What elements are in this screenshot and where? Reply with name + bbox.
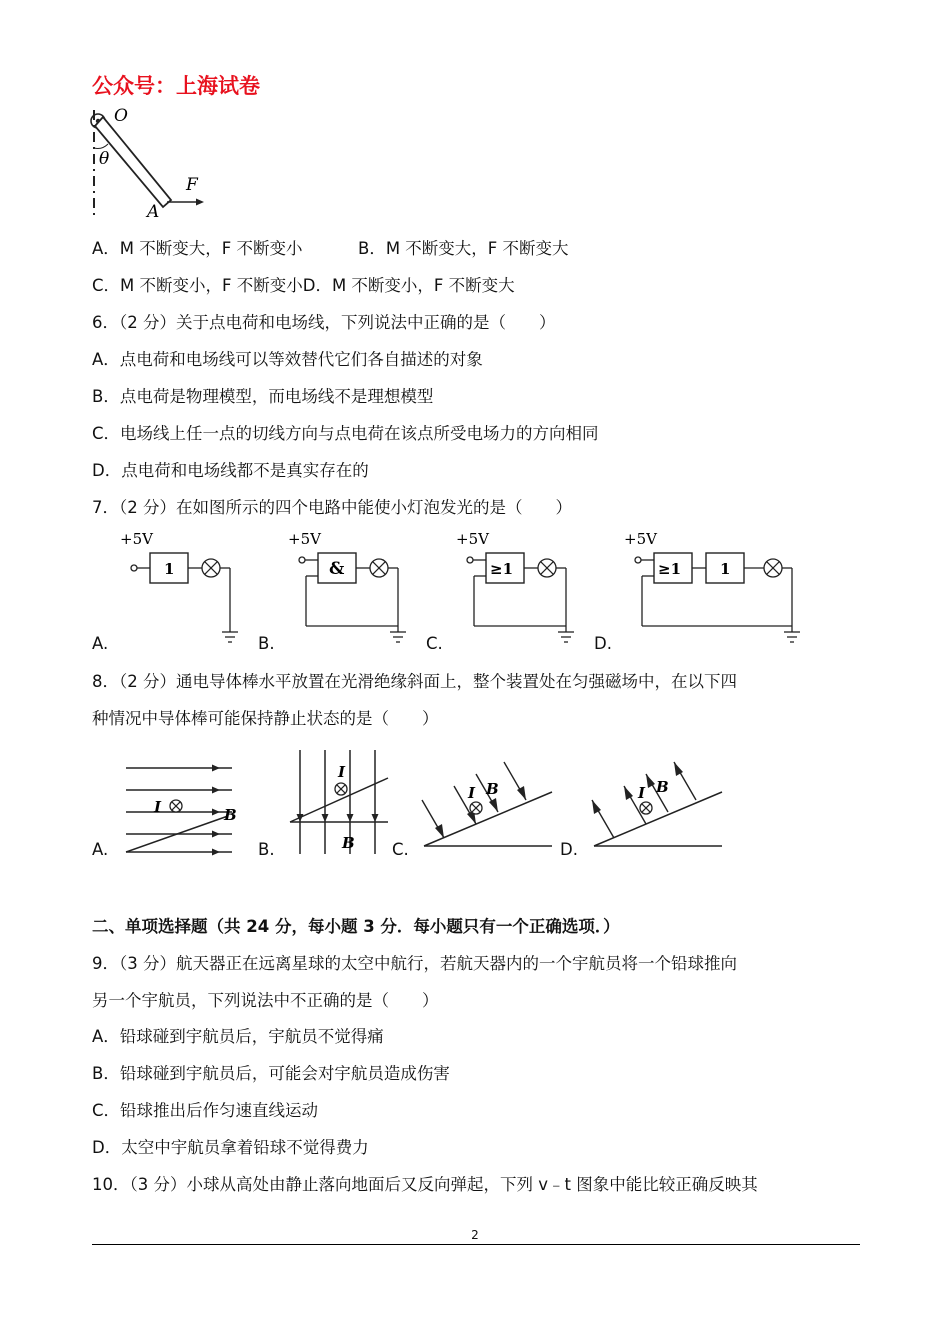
label-A: A [147, 202, 160, 220]
q5-rod-figure [86, 104, 216, 220]
voltage-label: +5V [624, 530, 657, 548]
q9-option-d: D．太空中宇航员拿着铅球不觉得费力 [92, 1138, 369, 1157]
or-gate-label: ≥1 [490, 560, 514, 578]
q8-figure-c [418, 752, 558, 858]
q8-label-d: D. [560, 840, 578, 859]
voltage-label: +5V [456, 530, 489, 548]
q6-option-d: D．点电荷和电场线都不是真实存在的 [92, 461, 369, 480]
q9-option-c: C．铅球推出后作匀速直线运动 [92, 1101, 319, 1120]
field-label: B [224, 806, 237, 824]
current-label: I [154, 798, 162, 816]
q7-circuit-d [622, 528, 812, 650]
label-O: O [114, 106, 128, 126]
current-label: I [638, 784, 646, 802]
q8-label-b: B. [258, 840, 275, 859]
q9-stem-line2: 另一个宇航员，下列说法中不正确的是（ ） [92, 991, 439, 1010]
q7-circuit-a [118, 528, 248, 650]
q7-stem: 7．（2 分）在如图所示的四个电路中能使小灯泡发光的是（ ） [92, 498, 572, 517]
not-gate-label: 1 [164, 560, 175, 578]
q7-label-a: A. [92, 634, 109, 653]
q7-label-c: C. [426, 634, 443, 653]
q9-option-a: A．铅球碰到宇航员后，宇航员不觉得痛 [92, 1027, 384, 1046]
voltage-label: +5V [120, 530, 153, 548]
footer-divider [92, 1244, 860, 1245]
q8-figure-b [284, 748, 394, 858]
q7-label-d: D. [594, 634, 612, 653]
q8-label-c: C. [392, 840, 409, 859]
watermark-title: 公众号：上海试卷 [92, 74, 260, 98]
q6-option-c: C．电场线上任一点的切线方向与点电荷在该点所受电场力的方向相同 [92, 424, 599, 443]
q8-label-a: A. [92, 840, 109, 859]
field-label: B [486, 780, 499, 798]
q7-circuit-c [454, 528, 584, 650]
not-gate-label: 1 [720, 560, 731, 578]
field-label: B [656, 778, 669, 796]
q6-stem: 6．（2 分）关于点电荷和电场线，下列说法中正确的是（ ） [92, 313, 556, 332]
q6-option-a: A．点电荷和电场线可以等效替代它们各自描述的对象 [92, 350, 483, 369]
q5-option-b: B．M 不断变大，F 不断变大 [358, 239, 569, 258]
field-label: B [342, 834, 355, 852]
q7-label-b: B. [258, 634, 275, 653]
label-F: F [186, 175, 198, 195]
q5-option-cd: C．M 不断变小，F 不断变小D．M 不断变小，F 不断变大 [92, 276, 515, 295]
or-gate-label: ≥1 [658, 560, 682, 578]
q9-stem-line1: 9．（3 分）航天器正在远离星球的太空中航行，若航天器内的一个宇航员将一个铅球推向 [92, 954, 737, 973]
and-gate-label: & [329, 559, 345, 579]
q8-figure-a [118, 752, 244, 858]
label-theta: θ [99, 149, 110, 169]
q5-option-a: A．M 不断变大，F 不断变小 [92, 239, 303, 258]
current-label: I [338, 763, 346, 781]
q8-stem-line1: 8．（2 分）通电导体棒水平放置在光滑绝缘斜面上，整个装置处在匀强磁场中，在以下四 [92, 672, 737, 691]
q8-figure-d [588, 752, 728, 858]
q9-option-b: B．铅球碰到宇航员后，可能会对宇航员造成伤害 [92, 1064, 450, 1083]
q7-circuit-b [286, 528, 416, 650]
q10-stem-line1: 10．（3 分）小球从高处由静止落向地面后又反向弹起，下列 v﹣t 图象中能比较正确反映其 [92, 1175, 758, 1194]
current-label: I [468, 784, 476, 802]
q8-stem-line2: 种情况中导体棒可能保持静止状态的是（ ） [92, 709, 439, 728]
voltage-label: +5V [288, 530, 321, 548]
section-2-title: 二、单项选择题（共 24 分，每小题 3 分．每小题只有一个正确选项．） [92, 917, 620, 936]
page-number: 2 [471, 1228, 479, 1242]
q6-option-b: B．点电荷是物理模型，而电场线不是理想模型 [92, 387, 434, 406]
